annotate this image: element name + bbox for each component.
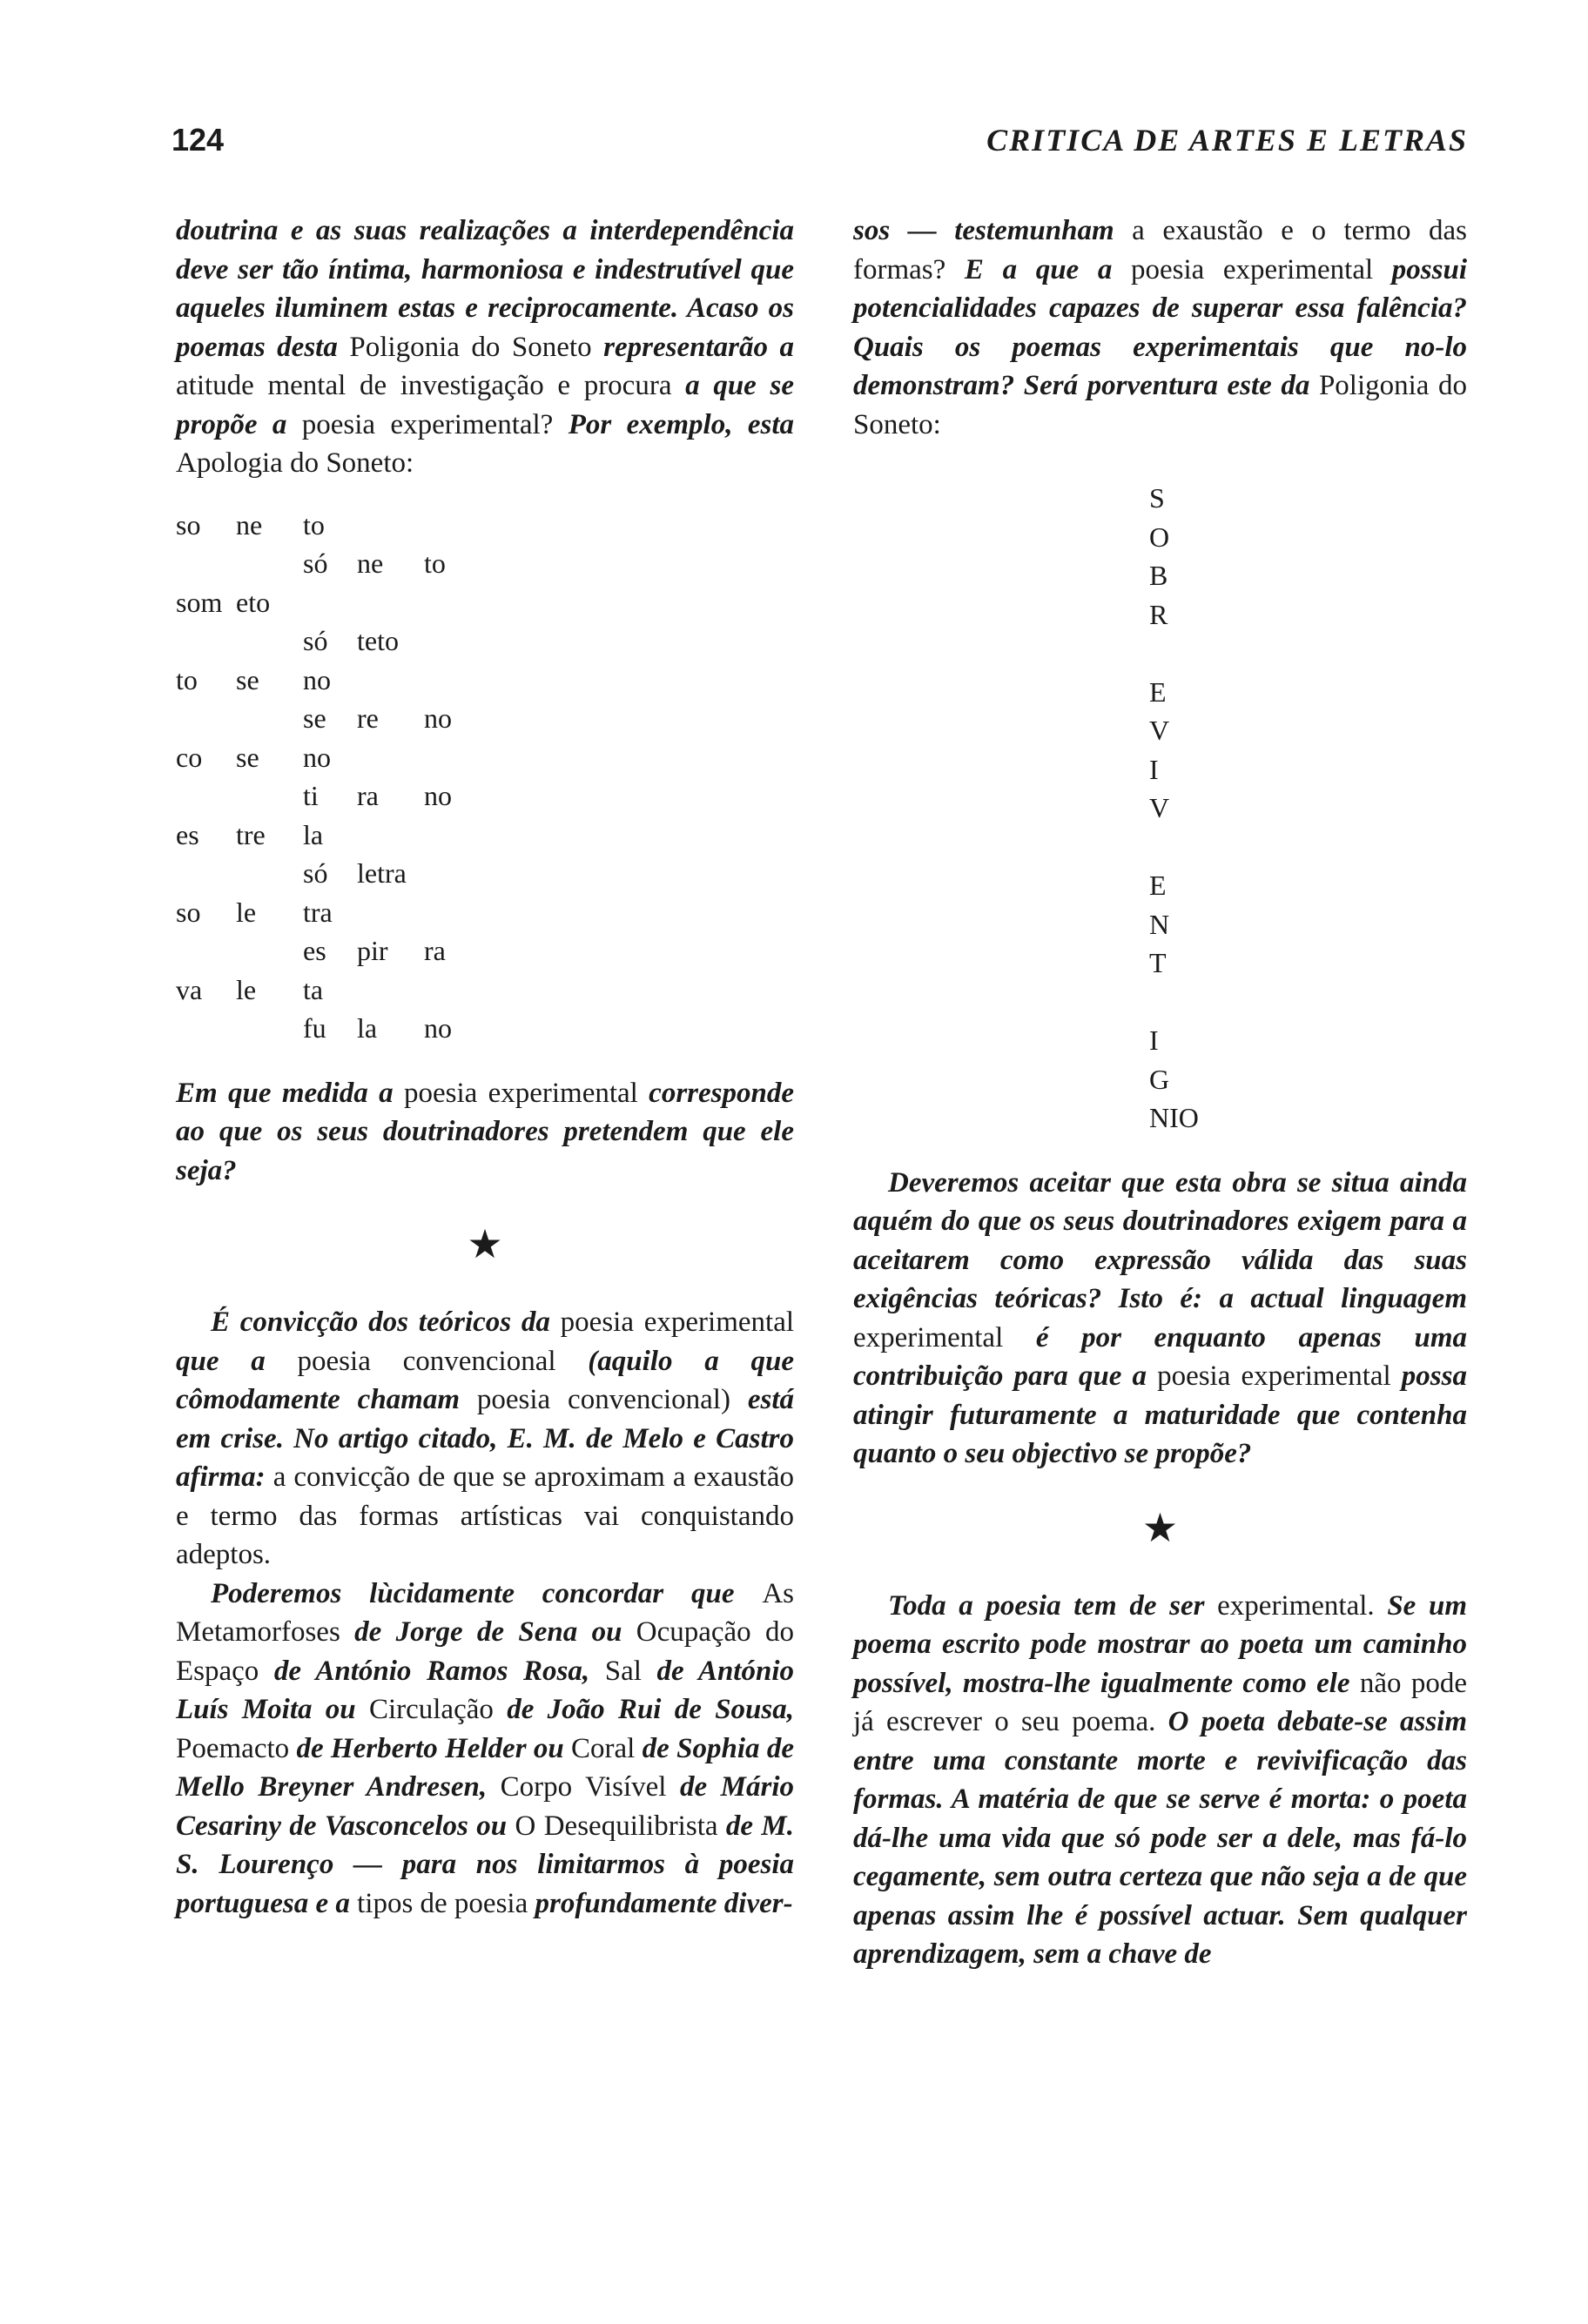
poem-letter: NIO: [1149, 1102, 1199, 1133]
poem-word: [236, 776, 303, 816]
poem-word: [236, 1009, 303, 1048]
roman-run: a convicção de que se aproximam a exaustão e termo das formas artísticas vai conquistando adeptos.: [176, 1461, 794, 1570]
poem-word: tra: [303, 896, 333, 928]
right-paragraph-2: [853, 1164, 1467, 1474]
roman-run: Poligonia do Soneto:: [853, 370, 1467, 440]
roman-run: Ocupação do Espaço: [176, 1616, 794, 1687]
poem-line: [176, 971, 794, 1010]
poem-word: [236, 544, 303, 583]
poem-word: to: [303, 508, 325, 541]
left-paragraph-3: [176, 1303, 794, 1575]
poem-word: so: [176, 896, 201, 928]
roman-run: atitude mental de investigação e procura: [176, 370, 672, 401]
poem-word: to: [176, 663, 198, 695]
poem-word: [176, 544, 236, 583]
star-separator: ★: [467, 1222, 503, 1266]
italic-run: doutrina e as suas realizações a interdependência deve ser tão íntima, harmoniosa e indestrutível que aqueles iluminem estas e reciprocamente. Acaso os poemas desta: [176, 215, 794, 363]
italic-run: representarão a: [591, 331, 794, 363]
poem-letter: V: [1149, 792, 1170, 823]
poem-letter: E: [1149, 870, 1167, 901]
italic-run: possa atingir futuramente a maturidade que contenha quanto o seu objectivo se propõe?: [853, 1360, 1467, 1469]
roman-run: Coral: [571, 1732, 636, 1764]
italic-run: Por exemplo, esta: [553, 408, 794, 440]
poem-word: teto: [357, 625, 399, 656]
poem-line: [176, 1009, 794, 1048]
roman-run: Sal: [604, 1655, 642, 1687]
poem-line: [176, 893, 794, 932]
poem-word: ne: [357, 547, 384, 579]
poem-word: so: [176, 508, 201, 541]
poem-word: [236, 621, 303, 661]
poem-word: se: [236, 663, 259, 695]
poem-line: [176, 661, 794, 700]
running-head: CRITICA DE ARTES E LETRAS: [986, 123, 1468, 158]
poem-word: no: [424, 780, 452, 811]
italic-run: E a que a: [945, 253, 1131, 285]
poem-word: letra: [357, 857, 407, 889]
poem-word: es: [303, 935, 326, 966]
poem-line: [176, 816, 794, 855]
poem-word: la: [303, 818, 324, 850]
italic-run: de Herberto Helder ou: [289, 1732, 572, 1764]
poem-word: es: [176, 818, 199, 850]
roman-run: experimental.: [1217, 1589, 1375, 1622]
roman-run: não pode já escrever o seu poema.: [853, 1667, 1468, 1737]
roman-run: Poemacto: [176, 1732, 290, 1764]
poem-word: [176, 621, 236, 661]
poem-word: no: [303, 741, 331, 773]
left-paragraph-4: [176, 1575, 794, 1924]
italic-run: está em crise. No artigo citado, E. M. de Melo e Castro afirma:: [176, 1384, 794, 1493]
italic-run: de Mário Cesariny de Vasconcelos ou: [176, 1771, 795, 1842]
roman-run: poesia experimental?: [301, 408, 554, 440]
page-number: 124: [172, 122, 225, 158]
poem-word: ta: [303, 973, 324, 1005]
poem-word: pir: [357, 935, 388, 966]
poem-word: ti: [303, 780, 319, 811]
italic-run: a que se propõe a: [176, 370, 794, 440]
left-column: [176, 212, 794, 1923]
poem-word: [236, 854, 303, 893]
poem-line: [176, 854, 794, 893]
poem-letter: [1149, 828, 1467, 867]
roman-run: poesia experimental: [403, 1077, 638, 1109]
poem-letter: S: [1149, 482, 1165, 514]
roman-run: Circulação: [368, 1694, 494, 1725]
italic-run: (aquilo a que cômodamente chamam: [176, 1345, 794, 1415]
poem-word: se: [303, 702, 326, 734]
poem-word: le: [236, 896, 257, 928]
poem-word: [176, 699, 236, 738]
poem-letter: I: [1149, 1024, 1159, 1056]
poem-letter: V: [1149, 715, 1170, 746]
poem-word: ra: [357, 780, 379, 811]
poem-letter: G: [1149, 1063, 1170, 1095]
poem-word: le: [236, 973, 257, 1005]
italic-run: de Sophia de Mello Breyner Andresen,: [176, 1732, 794, 1803]
poem-word: re: [357, 702, 379, 734]
left-paragraph-2: [176, 1074, 794, 1191]
poem-word: fu: [303, 1012, 326, 1044]
sonnet-poem: [176, 506, 794, 1048]
italic-run: de João Rui de Sousa,: [493, 1694, 794, 1725]
poem-line: [176, 621, 794, 661]
italic-run: corresponde ao que os seus doutrinadores pretendem que ele seja?: [176, 1077, 795, 1186]
poem-letter: T: [1149, 947, 1167, 978]
poem-word: no: [303, 663, 331, 695]
poem-line: [176, 738, 794, 777]
vertical-poem: [853, 479, 1467, 1138]
poem-word: no: [424, 1012, 452, 1044]
italic-run: Se um poema escrito pode mostrar ao poeta um caminho possível, mostra-lhe igualmente como ele: [853, 1589, 1467, 1699]
roman-run: poesia experimental: [560, 1306, 795, 1338]
poem-word: se: [236, 741, 259, 773]
poem-line: [176, 699, 794, 738]
poem-line: [176, 583, 794, 622]
poem-line: [176, 931, 794, 971]
poem-word: [176, 776, 236, 816]
right-column: [853, 212, 1467, 1974]
italic-run: É convicção dos teóricos da: [211, 1306, 561, 1338]
star-separator: ★: [1141, 1505, 1179, 1550]
poem-line: [176, 544, 794, 583]
poem-word: [176, 854, 236, 893]
italic-run: Em que medida a: [176, 1077, 404, 1109]
poem-word: va: [176, 973, 203, 1005]
italic-run: é por enquanto apenas uma contribuição para que a: [853, 1321, 1467, 1392]
poem-word: tre: [236, 818, 266, 850]
italic-run: de António Ramos Rosa,: [259, 1655, 605, 1687]
poem-word: som: [176, 586, 223, 618]
roman-run: Apologia do Soneto:: [176, 447, 414, 479]
poem-word: só: [303, 625, 328, 656]
italic-run: de M. S. Lourenço — para nos limitarmos à poesia portuguesa e a: [176, 1810, 795, 1919]
roman-run: poesia experimental: [1130, 253, 1374, 285]
poem-word: [176, 1009, 236, 1048]
italic-run: de António Luís Moita ou: [176, 1655, 794, 1725]
poem-word: eto: [236, 586, 271, 618]
poem-letter: [1149, 634, 1467, 673]
poem-line: [176, 776, 794, 816]
roman-run: Corpo Visível: [500, 1771, 667, 1803]
roman-run: experimental: [853, 1321, 1004, 1353]
italic-run: O poeta debate-se assim entre uma constante morte e revivificação das formas. A matéria de que se serve é morta: o poeta dá-lhe uma vida que só pode ser a dele, mas fá-lo cegamente, sem outra certeza que não seja a de que apenas assim lhe é possível actuar. Sem qualquer aprendizagem, sem a chave de: [853, 1706, 1467, 1970]
poem-letter: [1149, 983, 1467, 1022]
poem-letter: R: [1149, 598, 1168, 630]
poem-word: ne: [236, 508, 263, 541]
roman-run: a exaustão e o termo das formas?: [853, 215, 1467, 285]
roman-run: poesia convencional): [476, 1384, 730, 1415]
italic-run: de Jorge de Sena ou: [340, 1616, 636, 1648]
poem-line: [176, 506, 794, 545]
right-paragraph-1: [853, 212, 1467, 444]
poem-word: [176, 931, 236, 971]
poem-word: [236, 931, 303, 971]
poem-letter: O: [1149, 521, 1170, 553]
poem-word: [236, 699, 303, 738]
roman-run: Poligonia do Soneto: [349, 331, 592, 363]
poem-word: no: [424, 702, 452, 734]
left-paragraph-1: [176, 212, 794, 483]
poem-word: ra: [424, 935, 446, 966]
poem-word: só: [303, 857, 328, 889]
roman-run: O Desequilibrista: [515, 1810, 718, 1842]
poem-letter: E: [1149, 675, 1167, 708]
roman-run: tipos de poesia: [357, 1887, 528, 1919]
poem-letter: N: [1149, 908, 1170, 940]
italic-run: Poderemos lùcidamente concordar que: [211, 1577, 763, 1609]
poem-word: só: [303, 547, 328, 579]
italic-run: Toda a poesia tem de ser: [888, 1589, 1218, 1622]
italic-run: sos — testemunham: [853, 215, 1133, 246]
poem-word: la: [357, 1012, 378, 1044]
italic-run: profundamente diver-: [528, 1887, 793, 1919]
roman-run: poesia experimental: [1157, 1360, 1391, 1392]
italic-run: que a: [176, 1345, 298, 1377]
poem-letter: I: [1149, 753, 1159, 785]
poem-word: co: [176, 741, 203, 773]
italic-run: possui potencialidades capazes de superar essa falência? Quais os poemas experimentais que no-lo demonstram? Será porventura este da: [853, 253, 1467, 401]
poem-letter: B: [1149, 560, 1168, 591]
roman-run: As Metamorfoses: [176, 1577, 794, 1648]
right-paragraph-3: [853, 1587, 1467, 1974]
roman-run: poesia convencional: [297, 1345, 556, 1377]
italic-run: Deveremos aceitar que esta obra se situa ainda aquém do que os seus doutrinadores exigem para a aceitarem como expressão válida das suas exigências teóricas? Isto é: a actual linguagem: [853, 1166, 1467, 1314]
poem-word: to: [424, 547, 446, 579]
